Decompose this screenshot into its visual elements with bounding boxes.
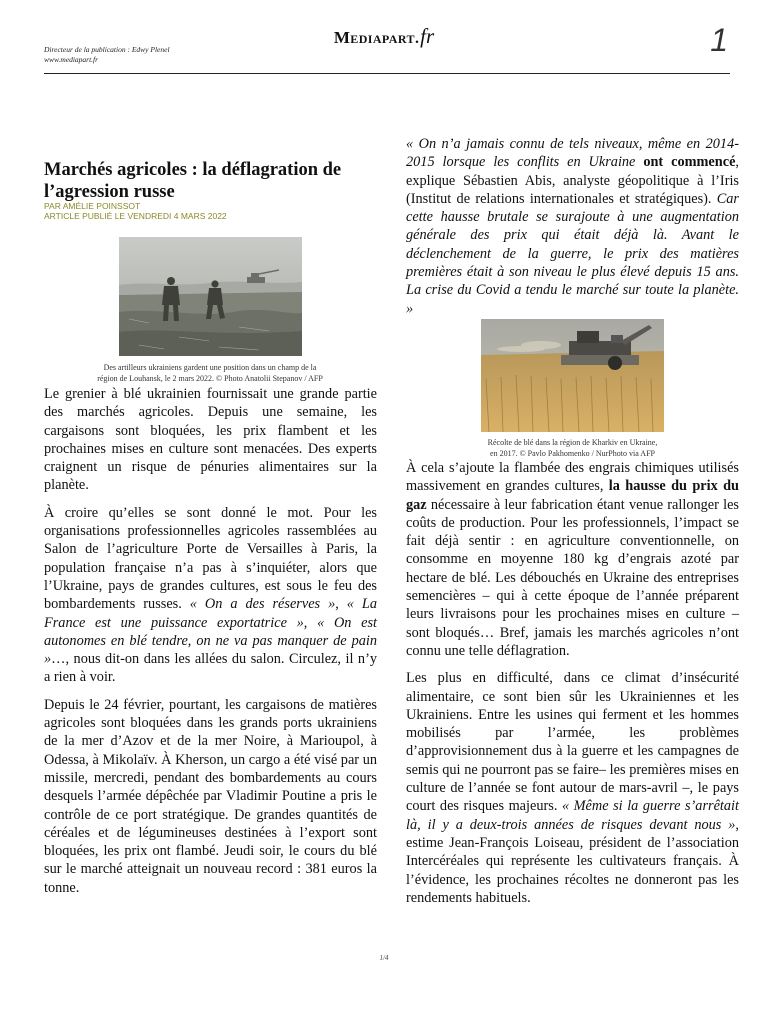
wheat-harvest-image xyxy=(481,319,664,432)
text-run: nécessaire à leur fabrication étant venue rallonger les coûts de production. Pour les professionnels, l’impact se fait déjà sentir : en agriculture conventionnelle, on consomme en moyenne 180 kg d’engrais azoté par hectare de blé. Les débouchés en Ukraine des entreprises semencières – qui à cette époque de l’année préparent leurs livraisons pour les prochaines mises en culture – sont bloqués… Bref, jamais les marchés agricoles n’ont connu une telle déflagration. xyxy=(406,496,739,659)
text-run: , xyxy=(303,614,318,631)
text-run: , xyxy=(335,596,347,613)
text-run: , explique Sébastien Abis, analyste géopolitique à l’Iris (Institut de relations internationales et stratégiques). xyxy=(406,154,739,207)
quote: « Même si la guerre s’arrêtait là, il y a deux-trois années de risques devant nous » xyxy=(406,798,739,833)
text-run: À cela s’ajoute la flambée des engrais chimiques utilisés massivement en grandes cultures, xyxy=(406,460,739,495)
paragraph xyxy=(406,669,739,907)
article-title: Marchés agricoles : la déflagration de l’agression russe xyxy=(44,160,342,202)
website-url[interactable]: www.mediapart.fr xyxy=(44,55,99,64)
byline: PAR AMÉLIE POINSSOT xyxy=(44,201,141,211)
paragraph xyxy=(406,135,739,318)
text-run: Les plus en difficulté, dans ce climat d’insécurité alimentaire, ce sont bien sûr les Ukrainiennes et les Ukrainiens. Entre les usines qui ferment et les hommes mobilisés par l’armée, les problèmes d’approvisionnement dus à la guerre et les campagnes de semis qui ne pourront pas se faire– les premières mises en culture de l’année se font autour de mars-avril –, le pays court des risques majeurs. xyxy=(406,670,739,815)
caption-line: région de Louhansk, le 2 mars 2022. © Photo Anatolii Stepanov / AFP xyxy=(97,374,323,383)
paragraph: Depuis le 24 février, pourtant, les cargaisons de matières agricoles sont bloquées dans les grands ports ukrainiens de la mer d’Azov et de la mer Noire, à Marioupol, à Odessa, à Mikolaïv. À Kherson, un cargo a été visé par un missile, mercredi, pendant des bombardements au cours desquels l’armée dépêchée par Vladimir Poutine a pris le contrôle de ce port stratégique. De grandes quantités de céréales et de légumineuses destinées à l’export sont bloquées, les prix ont flambé. Jeudi soir, le cours du blé sur le marché atteignait un nouveau record : 381 euros la tonne. xyxy=(44,696,377,896)
paragraph xyxy=(406,459,739,660)
page-counter: 1/4 xyxy=(379,954,389,962)
paragraph xyxy=(44,504,377,687)
quote: « On n’a jamais connu de tels niveaux, même en 2014-2015 lorsque les conflits en Ukraine xyxy=(406,136,739,171)
article-meta xyxy=(44,201,227,221)
quote: Car cette hausse brutale se surajoute à une augmentation générale des prix qui était déjà là. Avant le déclenchement de la guerre, le prix des matières premières était à son niveau le plus élevé depuis 15 ans. La crise du Covid a tendu le marché sur toute la planète. » xyxy=(406,190,739,317)
left-column xyxy=(44,385,377,906)
brand-logo xyxy=(0,24,768,49)
soldiers-field-image xyxy=(119,237,302,356)
soldiers-photo-caption xyxy=(84,362,336,384)
quote: « On est autonomes en blé tendre, on ne va pas manquer de pain » xyxy=(44,614,378,668)
page-number: 1 xyxy=(710,22,728,58)
paragraph: Le grenier à blé ukrainien fournissait une grande partie des marchés agricoles. Depuis une semaine, les cargaisons sont bloquées, les prix flambent et les prochaines mises en culture sont menacées. Des experts craignent un risque de pénuries alimentaires sur la planète. xyxy=(44,386,377,494)
quote: « On a des réserves » xyxy=(189,596,336,613)
text-run: , estime Jean-François Loiseau, président de l’association Intercéréales qui représente les cultivateurs français. À l’évidence, les prochaines récoltes ne donneront pas les rendements habituels. xyxy=(406,816,739,906)
caption-line: Récolte de blé dans la région de Kharkiv en Ukraine, xyxy=(487,438,658,447)
caption-line: en 2017. © Pavlo Pakhomenko / NurPhoto via AFP xyxy=(490,449,655,458)
right-column-top xyxy=(406,135,739,327)
publication-director: Directeur de la publication : Edwy Plenel xyxy=(44,45,170,54)
soldiers-field-photo xyxy=(119,237,302,356)
text-run: À croire qu’elles se sont donné le mot. Pour les organisations professionnelles agricoles rassemblées au Salon de l’agriculture Porte de Versailles à Paris, la population française n’a pas à s’inquiéter, alors que l’Ukraine, pays de grandes cultures, est sous le feu des bombardements russes. xyxy=(44,504,377,613)
harvest-photo-caption xyxy=(450,437,695,459)
header-divider xyxy=(44,73,730,74)
right-column-bottom xyxy=(406,459,739,916)
quote: « La France est une puissance exportatrice » xyxy=(44,596,377,631)
wheat-harvest-photo xyxy=(481,319,664,432)
publication-date: ARTICLE PUBLIÉ LE VENDREDI 4 MARS 2022 xyxy=(44,211,227,221)
brand-suffix: .fr xyxy=(414,24,435,48)
text-run: …, nous dit-on dans les allées du salon. Circulez, il n’y a rien à voir. xyxy=(44,651,377,686)
article-link[interactable]: ont commencé xyxy=(643,154,736,171)
brand-name: Mediapart xyxy=(333,28,415,47)
article-link[interactable]: la hausse du prix du gaz xyxy=(406,478,739,513)
caption-line: Des artilleurs ukrainiens gardent une position dans un champ de la xyxy=(103,363,317,372)
